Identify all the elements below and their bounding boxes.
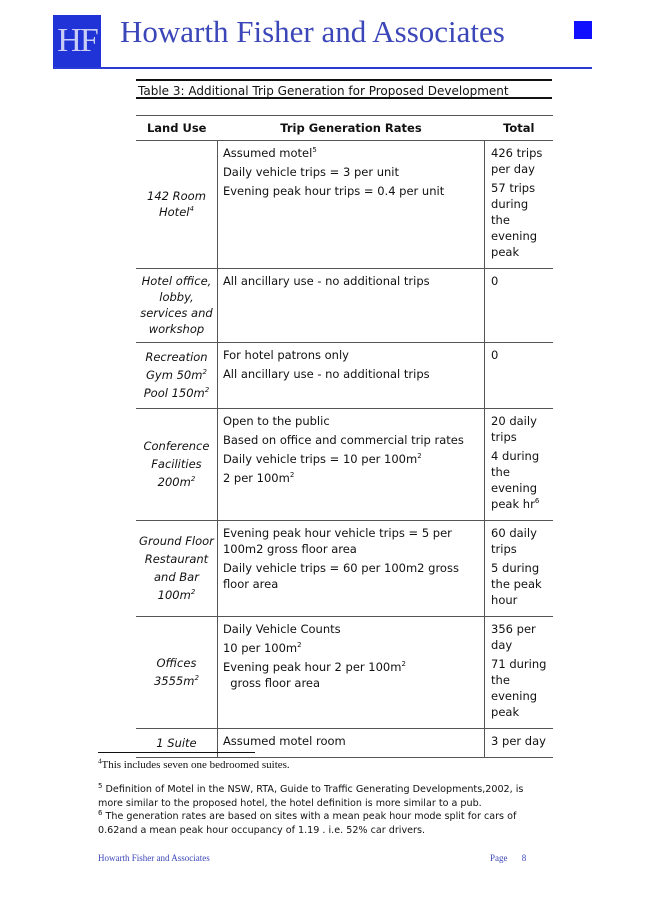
land-use-cell: Conference Facilities $200m^2$ bbox=[136, 409, 217, 521]
rates-cell: Open to the public Based on office and commercial trip rates Daily vehicle trips = 10 per $100m^2$ 2 per $100m^2$ bbox=[217, 409, 484, 521]
column-header-total: Total bbox=[485, 116, 553, 141]
rates-cell: All ancillary use - no additional trips bbox=[217, 269, 484, 343]
trip-generation-table bbox=[136, 115, 553, 758]
table-row bbox=[136, 343, 553, 409]
column-header-land-use: Land Use bbox=[136, 116, 217, 141]
land-use-cell: 1 Suite bbox=[136, 729, 217, 758]
footnote-5: $^5$ Definition of Motel in the NSW, RTA, Guide to Traffic Generating Developments,2002, is more similar to the proposed hotel, the hotel definition is more similar to a pub. bbox=[98, 781, 524, 809]
table-row bbox=[136, 617, 553, 729]
rates-cell: Daily Vehicle Counts 10 per $100m^2$ Evening peak hour 2 per $100m^2$ gross floor area bbox=[217, 617, 484, 729]
land-use-cell: 142 Room Hotel$^4$ bbox=[136, 141, 217, 269]
total-cell: 20 daily trips 4 during the evening peak $hr^6$ bbox=[485, 409, 553, 521]
footnote-rule bbox=[98, 752, 255, 753]
header-rule bbox=[53, 67, 592, 69]
rates-cell: For hotel patrons only All ancillary use - no additional trips bbox=[217, 343, 484, 409]
table-row bbox=[136, 269, 553, 343]
total-cell: 0 bbox=[485, 343, 553, 409]
land-use-cell: Hotel office, lobby, services and workshop bbox=[136, 269, 217, 343]
rates-cell: Assumed motel$^5$ Daily vehicle trips = 3 per unit Evening peak hour trips = 0.4 per unit bbox=[217, 141, 484, 269]
land-use-cell: Recreation Gym $50m^2$ Pool $150m^2$ bbox=[136, 343, 217, 409]
total-cell: 60 daily trips 5 during the peak hour bbox=[485, 521, 553, 617]
table-header-row bbox=[136, 116, 553, 141]
footer-page: Page 8 bbox=[490, 853, 527, 863]
footnote-4: $^4$This includes seven one bedroomed suites. bbox=[98, 757, 290, 771]
land-use-cell: Ground Floor Restaurant and Bar $100m^2$ bbox=[136, 521, 217, 617]
footnote-6: $^6$ The generation rates are based on sites with a mean peak hour mode split for cars of 0.62and a mean peak hour occupancy of 1.19 . i.e. 52% car drivers. bbox=[98, 808, 517, 836]
table-row bbox=[136, 729, 553, 758]
footnotes-block bbox=[98, 783, 538, 837]
table-row bbox=[136, 521, 553, 617]
table-row bbox=[136, 141, 553, 269]
column-header-rates: Trip Generation Rates bbox=[217, 116, 484, 141]
page-header-title: Howarth Fisher and Associates bbox=[120, 14, 505, 49]
table-row bbox=[136, 409, 553, 521]
footer-company: Howarth Fisher and Associates bbox=[98, 853, 210, 863]
total-cell: 3 per day bbox=[485, 729, 553, 758]
rates-cell: Evening peak hour vehicle trips = 5 per 100m2 gross floor area Daily vehicle trips = 60 per 100m2 gross floor area bbox=[217, 521, 484, 617]
total-cell: 426 trips per day 57 trips during the evening peak bbox=[485, 141, 553, 269]
company-logo: HF bbox=[53, 15, 101, 67]
land-use-cell: Offices $3555m^2$ bbox=[136, 617, 217, 729]
table-caption: Table 3: Additional Trip Generation for Proposed Development bbox=[136, 79, 552, 99]
total-cell: 0 bbox=[485, 269, 553, 343]
rates-cell: Assumed motel room bbox=[217, 729, 484, 758]
header-square-decoration bbox=[574, 21, 592, 39]
total-cell: 356 per day 71 during the evening peak bbox=[485, 617, 553, 729]
